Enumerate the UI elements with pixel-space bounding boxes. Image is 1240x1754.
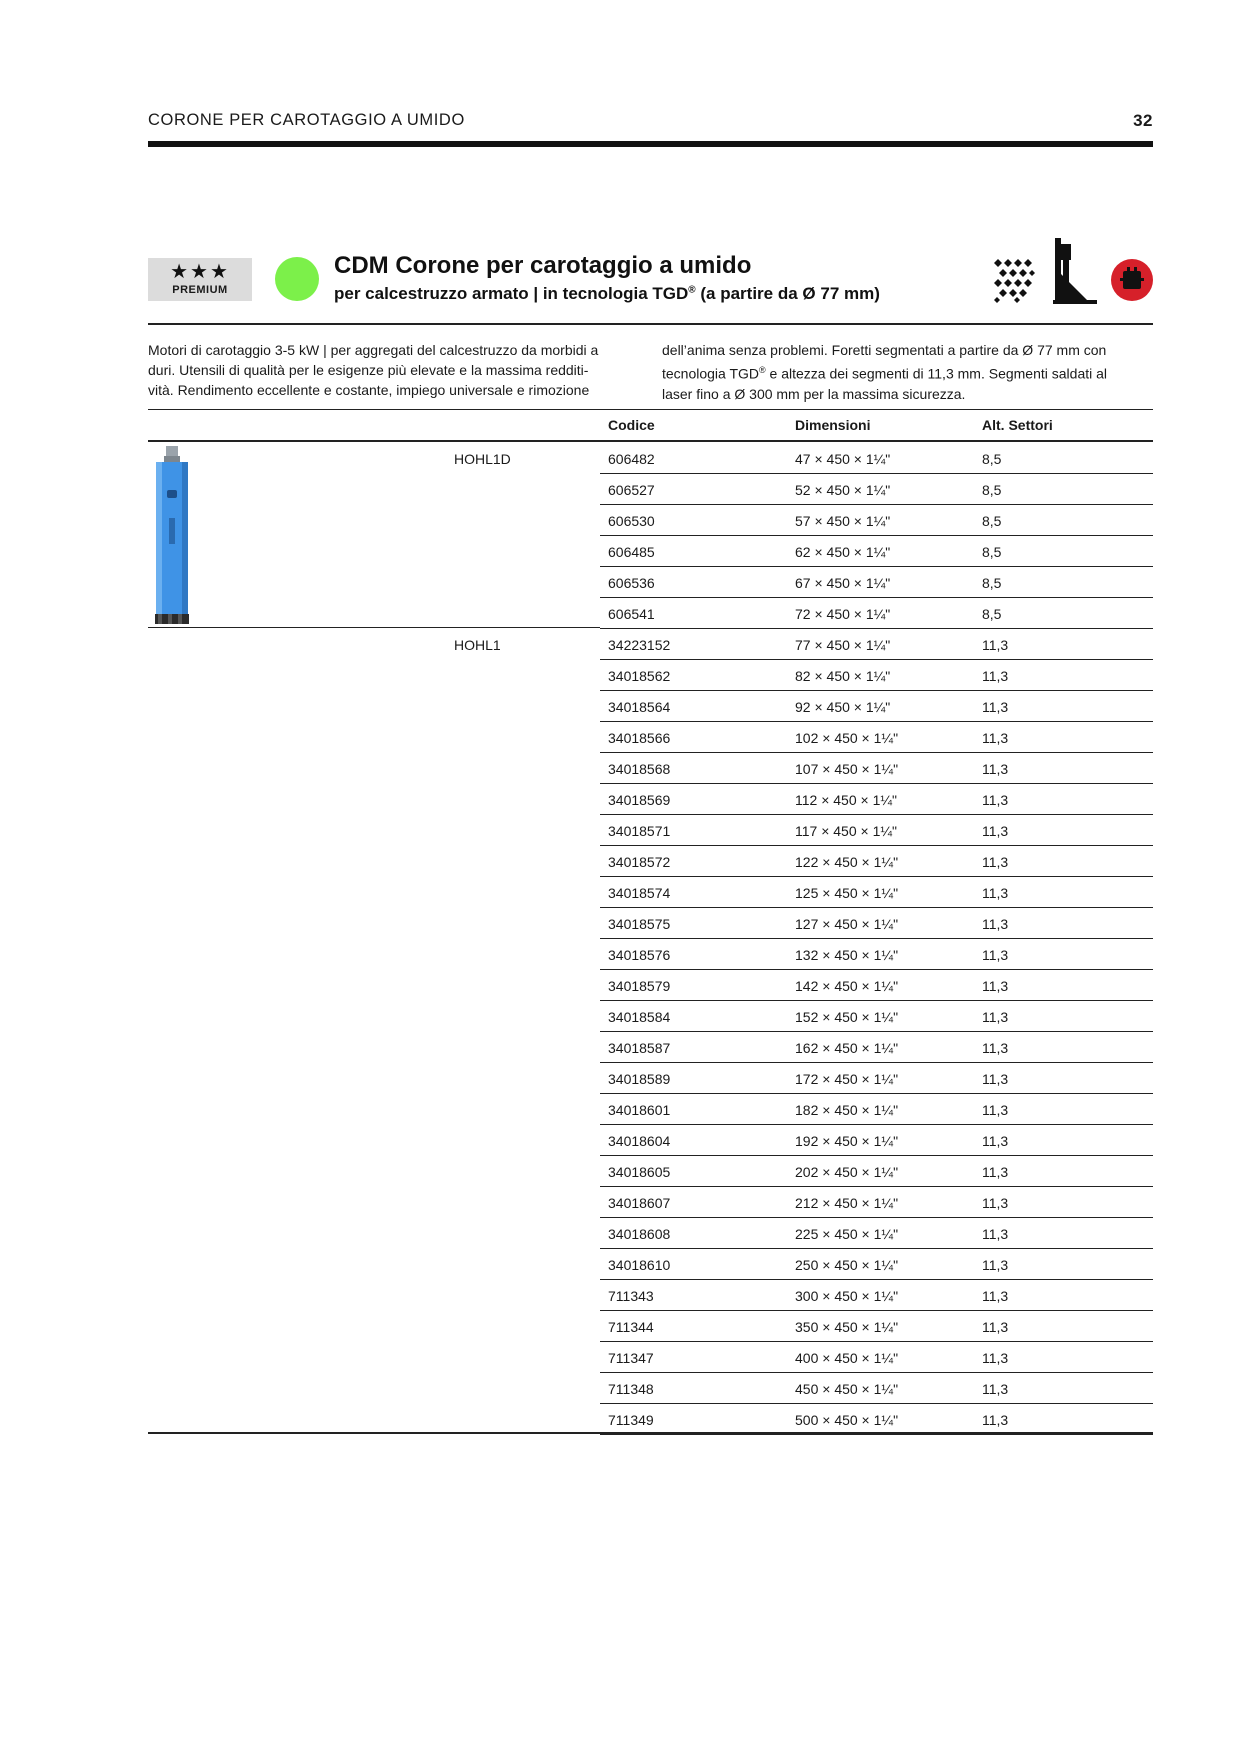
code-cell: 34018569 [608,792,671,808]
dimensions-cell: 172 × 450 × 1¼" [795,1071,899,1087]
segment-height-cell: 11,3 [982,854,1009,870]
subtitle-suffix: (a partire da Ø 77 mm) [695,284,880,303]
code-cell: 34018572 [608,854,671,870]
description-line: vità. Rendimento eccellente e costante, impiego universale e rimozione [148,382,590,398]
code-cell: 711348 [608,1381,654,1397]
code-cell: 34018566 [608,730,671,746]
code-cell: 711343 [608,1288,654,1304]
segment-color-indicator [275,257,319,301]
code-cell: 606482 [608,451,655,467]
description-line: Motori di carotaggio 3-5 kW | per aggregati del calcestruzzo da morbidi a [148,342,599,358]
dimensions-cell: 250 × 450 × 1¼" [795,1257,899,1273]
dimensions-cell: 450 × 450 × 1¼" [795,1381,899,1397]
product-subtitle [334,284,880,304]
table-row [600,1000,1153,1032]
group-separator-rule [148,627,600,628]
dimensions-cell: 77 × 450 × 1¼" [795,637,891,653]
table-row [600,721,1153,753]
code-cell: 711344 [608,1319,654,1335]
section-rule [148,323,1153,325]
dimensions-cell: 152 × 450 × 1¼" [795,1009,899,1025]
dimensions-cell: 82 × 450 × 1¼" [795,668,891,684]
code-cell: 34018607 [608,1195,671,1211]
table-row [600,814,1153,846]
code-cell: 34018574 [608,885,671,901]
page-number: 32 [1133,111,1153,130]
code-cell: 34018571 [608,823,671,839]
segment-height-cell: 11,3 [982,1350,1009,1366]
segment-height-cell: 8,5 [982,575,1002,591]
segment-height-cell: 11,3 [982,668,1009,684]
dimensions-cell: 400 × 450 × 1¼" [795,1350,899,1366]
dimensions-cell: 212 × 450 × 1¼" [795,1195,899,1211]
table-row [600,1217,1153,1249]
table-row [600,1372,1153,1404]
table-row [600,752,1153,784]
code-cell: 34018579 [608,978,671,994]
table-row [600,969,1153,1001]
dimensions-cell: 107 × 450 × 1¼" [795,761,899,777]
core-drill-bit-image [150,446,194,626]
reinforced-concrete-icon [990,257,1036,303]
column-header-code: Codice [608,417,655,433]
dimensions-cell: 125 × 450 × 1¼" [795,885,899,901]
segment-height-cell: 11,3 [982,1009,1009,1025]
description-line: laser fino a Ø 300 mm per la massima sicurezza. [662,385,966,402]
table-row [600,597,1153,629]
segment-height-cell: 11,3 [982,761,1009,777]
dimensions-cell: 500 × 450 × 1¼" [795,1412,899,1428]
product-title: CDM Corone per carotaggio a umido [334,252,752,279]
dimensions-cell: 72 × 450 × 1¼" [795,606,891,622]
description-line: duri. Utensili di qualità per le esigenze più elevate e la massima redditi- [148,362,589,378]
code-cell: 34018587 [608,1040,671,1056]
table-row [600,1279,1153,1311]
description-text: tecnologia TGD [662,365,760,382]
segment-height-cell: 11,3 [982,1133,1009,1149]
dimensions-cell: 92 × 450 × 1¼" [795,699,891,715]
dimensions-cell: 122 × 450 × 1¼" [795,854,899,870]
segment-height-cell: 11,3 [982,1226,1009,1242]
description-line: dell’anima senza problemi. Foretti segmentati a partire da Ø 77 mm con [662,342,1107,358]
segment-height-cell: 11,3 [982,1195,1009,1211]
dimensions-cell: 127 × 450 × 1¼" [795,916,899,932]
description-left [148,340,633,400]
code-cell: 34018584 [608,1009,671,1025]
code-cell: 34018562 [608,668,671,684]
code-cell: 606541 [608,606,655,622]
segment-height-cell: 11,3 [982,637,1009,653]
segment-height-cell: 11,3 [982,1102,1009,1118]
table-row [600,690,1153,722]
dimensions-cell: 162 × 450 × 1¼" [795,1040,899,1056]
table-row [600,566,1153,598]
product-group-label: HOHL1 [454,637,501,653]
code-cell: 34018601 [608,1102,671,1118]
dimensions-cell: 225 × 450 × 1¼" [795,1226,899,1242]
code-cell: 711347 [608,1350,654,1366]
segment-height-cell: 11,3 [982,1381,1009,1397]
dimensions-cell: 62 × 450 × 1¼" [795,544,891,560]
segment-height-cell: 8,5 [982,544,1002,560]
table-row [600,1031,1153,1063]
registered-mark: ® [688,284,696,296]
table-row [600,938,1153,970]
table-row [600,907,1153,939]
code-cell: 606527 [608,482,655,498]
rating-stars: ★★★ [170,261,230,283]
product-group-label: HOHL1D [454,451,511,467]
table-row [600,628,1153,660]
segment-height-cell: 11,3 [982,1071,1009,1087]
table-row [600,1124,1153,1156]
code-cell: 711349 [608,1412,654,1428]
dimensions-cell: 350 × 450 × 1¼" [795,1319,899,1335]
table-row [600,535,1153,567]
segment-height-cell: 11,3 [982,730,1009,746]
dimensions-cell: 57 × 450 × 1¼" [795,513,891,529]
segment-height-cell: 11,3 [982,947,1009,963]
column-header-dimensions: Dimensioni [795,417,871,433]
dimensions-cell: 182 × 450 × 1¼" [795,1102,899,1118]
table-top-rule [148,409,1153,410]
table-row [600,1248,1153,1280]
segment-height-cell: 8,5 [982,482,1002,498]
code-cell: 34018575 [608,916,671,932]
code-cell: 34018576 [608,947,671,963]
segment-height-cell: 11,3 [982,1164,1009,1180]
dimensions-cell: 52 × 450 × 1¼" [795,482,891,498]
dimensions-cell: 300 × 450 × 1¼" [795,1288,899,1304]
header-rule [148,141,1153,147]
column-header-segment-height: Alt. Settori [982,417,1053,433]
code-cell: 34223152 [608,637,671,653]
dimensions-cell: 132 × 450 × 1¼" [795,947,899,963]
dimensions-cell: 112 × 450 × 1¼" [795,792,898,808]
code-cell: 34018564 [608,699,671,715]
code-cell: 34018568 [608,761,671,777]
code-cell: 34018589 [608,1071,671,1087]
running-title: CORONE PER CAROTAGGIO A UMIDO [148,111,465,129]
segment-height-cell: 11,3 [982,1319,1009,1335]
segment-height-cell: 11,3 [982,1288,1009,1304]
premium-badge [148,258,252,301]
table-row [600,1186,1153,1218]
segment-height-cell: 8,5 [982,513,1002,529]
core-drill-rig-icon [1053,238,1097,304]
code-cell: 606485 [608,544,655,560]
table-row [600,1093,1153,1125]
table-row [600,845,1153,877]
dimensions-cell: 47 × 450 × 1¼" [795,451,891,467]
table-row [600,1341,1153,1373]
segment-height-cell: 11,3 [982,823,1009,839]
wet-drilling-icon [1110,258,1154,302]
premium-label: PREMIUM [172,284,228,296]
code-cell: 606536 [608,575,655,591]
segment-height-cell: 11,3 [982,1412,1009,1428]
code-cell: 34018605 [608,1164,671,1180]
description-line [662,360,1147,384]
code-cell: 34018610 [608,1257,671,1273]
dimensions-cell: 117 × 450 × 1¼" [795,823,898,839]
code-cell: 34018608 [608,1226,671,1242]
registered-mark: ® [759,365,766,375]
subtitle-text: per calcestruzzo armato | in tecnologia TGD [334,284,689,303]
table-row [600,1155,1153,1187]
description-right [662,340,1147,404]
segment-height-cell: 11,3 [982,699,1009,715]
segment-height-cell: 11,3 [982,792,1009,808]
dimensions-cell: 67 × 450 × 1¼" [795,575,891,591]
segment-height-cell: 8,5 [982,606,1002,622]
table-row [600,783,1153,815]
table-row [600,659,1153,691]
segment-height-cell: 11,3 [982,916,1009,932]
table-row [600,1403,1153,1435]
segment-height-cell: 11,3 [982,978,1009,994]
dimensions-cell: 102 × 450 × 1¼" [795,730,899,746]
table-row [600,1310,1153,1342]
dimensions-cell: 142 × 450 × 1¼" [795,978,899,994]
segment-height-cell: 11,3 [982,1257,1009,1273]
segment-height-cell: 11,3 [982,885,1009,901]
table-row [600,876,1153,908]
dimensions-cell: 192 × 450 × 1¼" [795,1133,899,1149]
table-row [600,442,1153,474]
table-row [600,473,1153,505]
description-text: e altezza dei segmenti di 11,3 mm. Segmenti saldati al [765,365,1108,382]
table-row [600,504,1153,536]
table-row [600,1062,1153,1094]
segment-height-cell: 11,3 [982,1040,1009,1056]
dimensions-cell: 202 × 450 × 1¼" [795,1164,899,1180]
segment-height-cell: 8,5 [982,451,1002,467]
table-bottom-rule [148,1432,1153,1434]
code-cell: 34018604 [608,1133,671,1149]
code-cell: 606530 [608,513,655,529]
